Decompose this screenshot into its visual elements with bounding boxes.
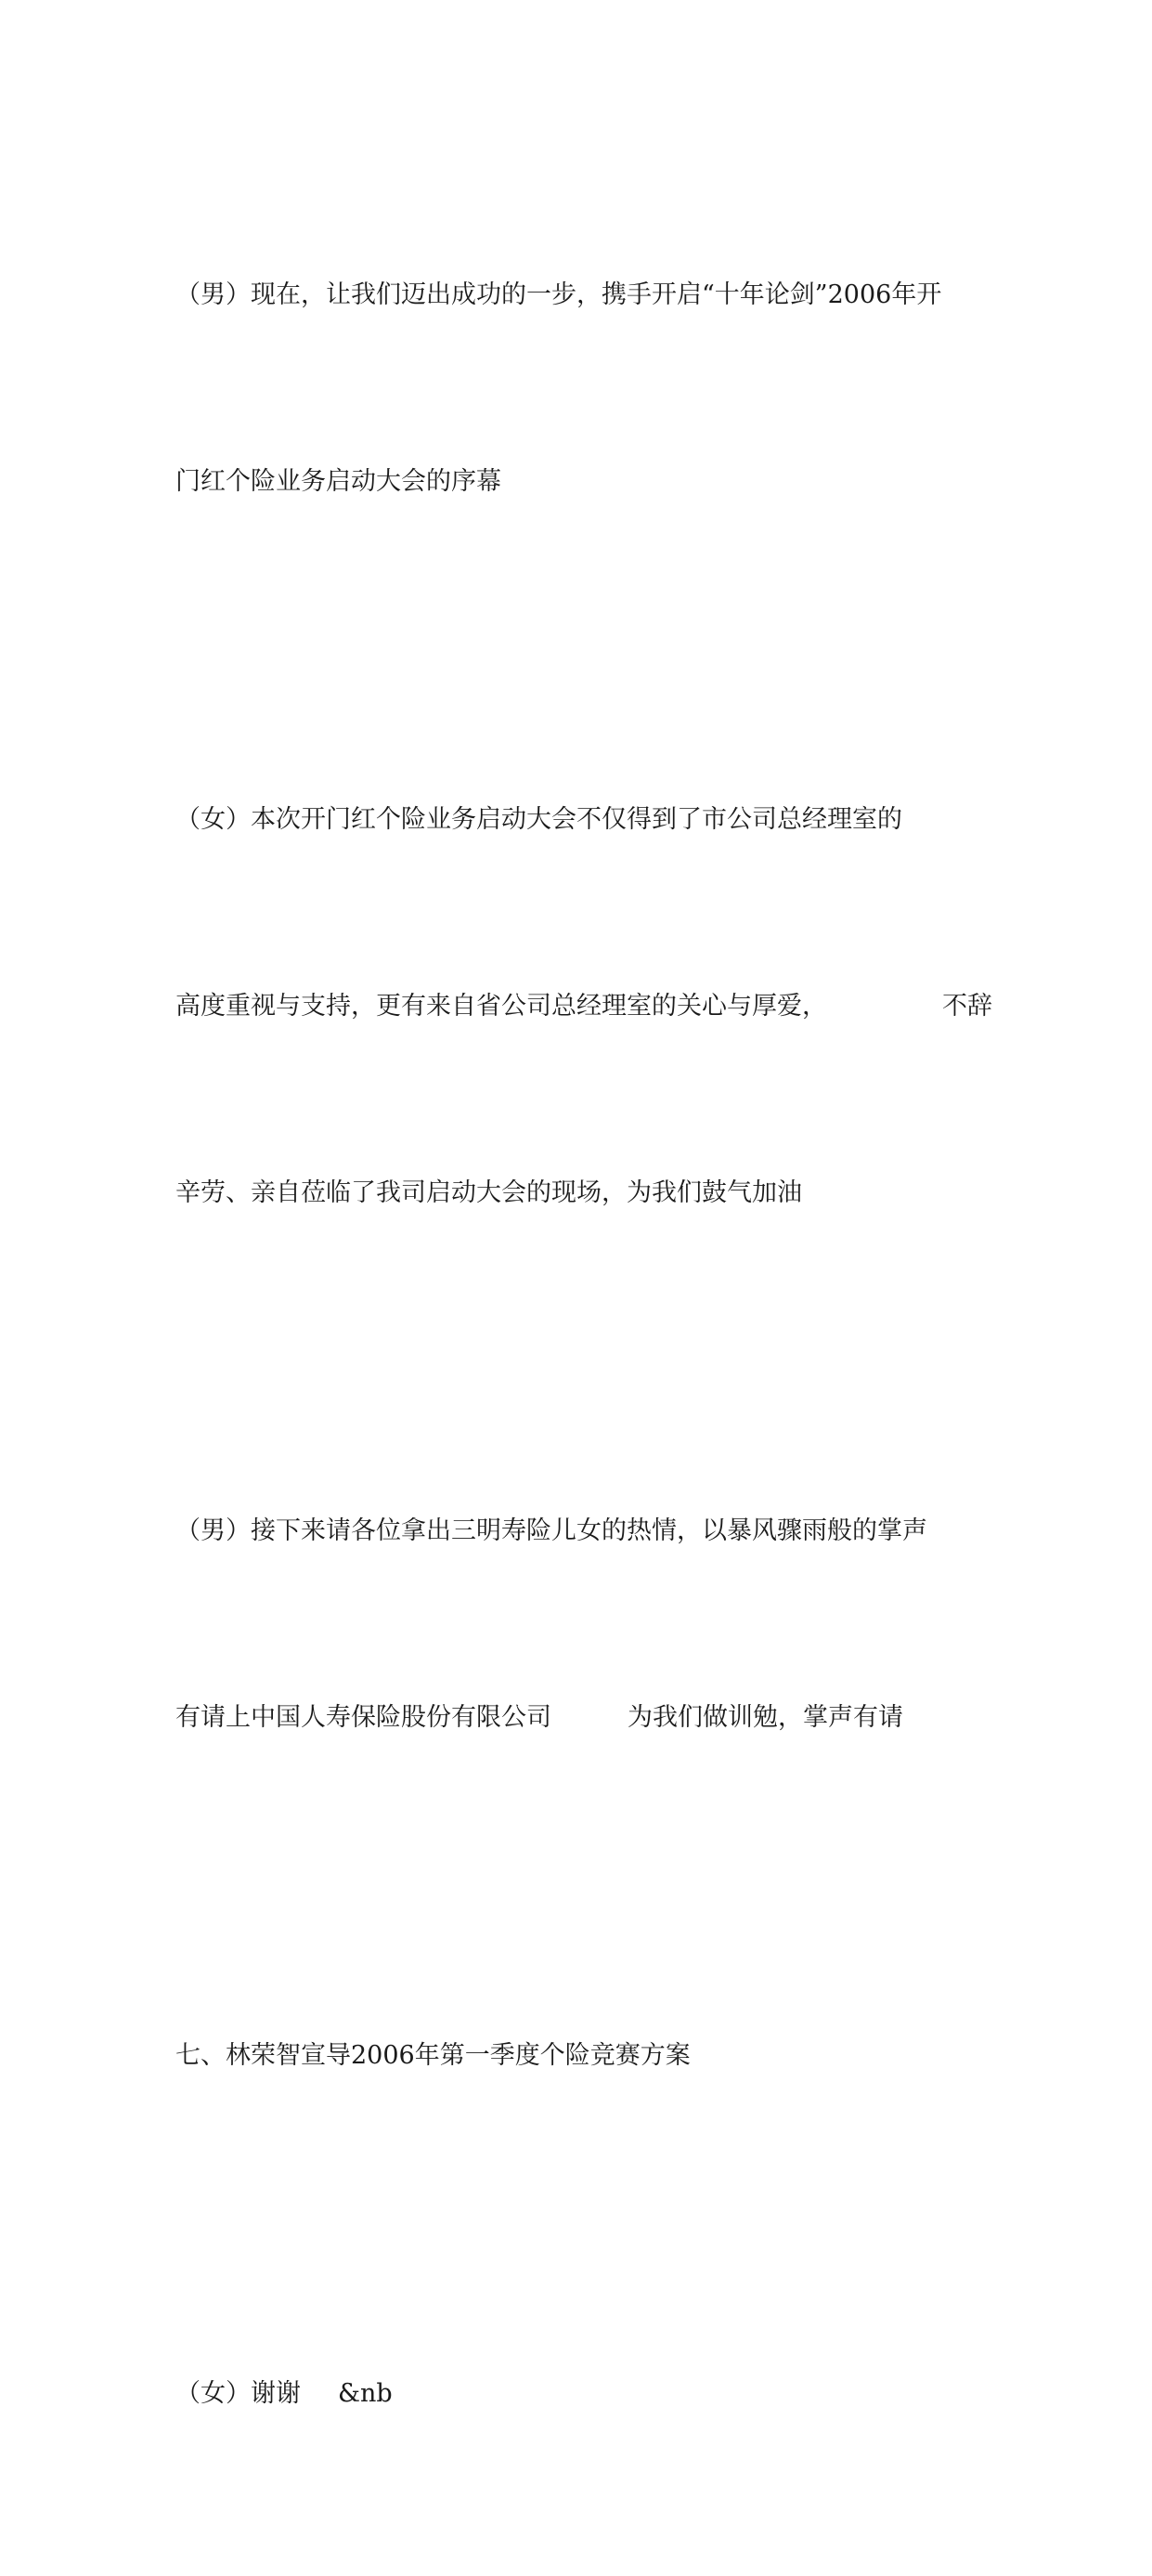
text-line-split: [175, 2362, 992, 2425]
text-line: 辛劳、亲自莅临了我司启动大会的现场，为我们鼓气加油: [175, 1178, 802, 1207]
text-segment: &nb: [338, 2379, 393, 2408]
document-body: [175, 139, 992, 2576]
text-line: 门红个险业务启动大会的序幕: [175, 467, 501, 496]
text-segment: 不辞: [942, 992, 992, 1021]
text-line-split: [175, 975, 992, 1037]
paragraph-section-seven: [175, 1900, 992, 2211]
text-segment: 为我们做训勉，掌声有请: [628, 1703, 903, 1732]
text-line: （男）接下来请各位拿出三明寿险儿女的热情，以暴风骤雨般的掌声: [175, 1516, 927, 1545]
paragraph-opening: [175, 139, 992, 637]
text-segment: 有请上中国人寿保险股份有限公司: [175, 1703, 551, 1732]
text-line-split: [175, 1686, 992, 1749]
text-segment: 高度重视与支持，更有来自省公司总经理室的关心与厚爱，: [175, 992, 827, 1021]
text-line: （男）现在，让我们迈出成功的一步，携手开启“十年论剑”2006年开: [175, 280, 942, 309]
paragraph-leaders-support: [175, 664, 992, 1348]
paragraph-thanks: [175, 2238, 992, 2549]
text-line: （女）本次开门红个险业务启动大会不仅得到了市公司总经理室的: [175, 805, 902, 834]
section-heading: 七、林荣智宣导2006年第一季度个险竞赛方案: [175, 2041, 691, 2070]
text-segment: （女）谢谢: [175, 2379, 301, 2408]
paragraph-invitation: [175, 1375, 992, 1873]
